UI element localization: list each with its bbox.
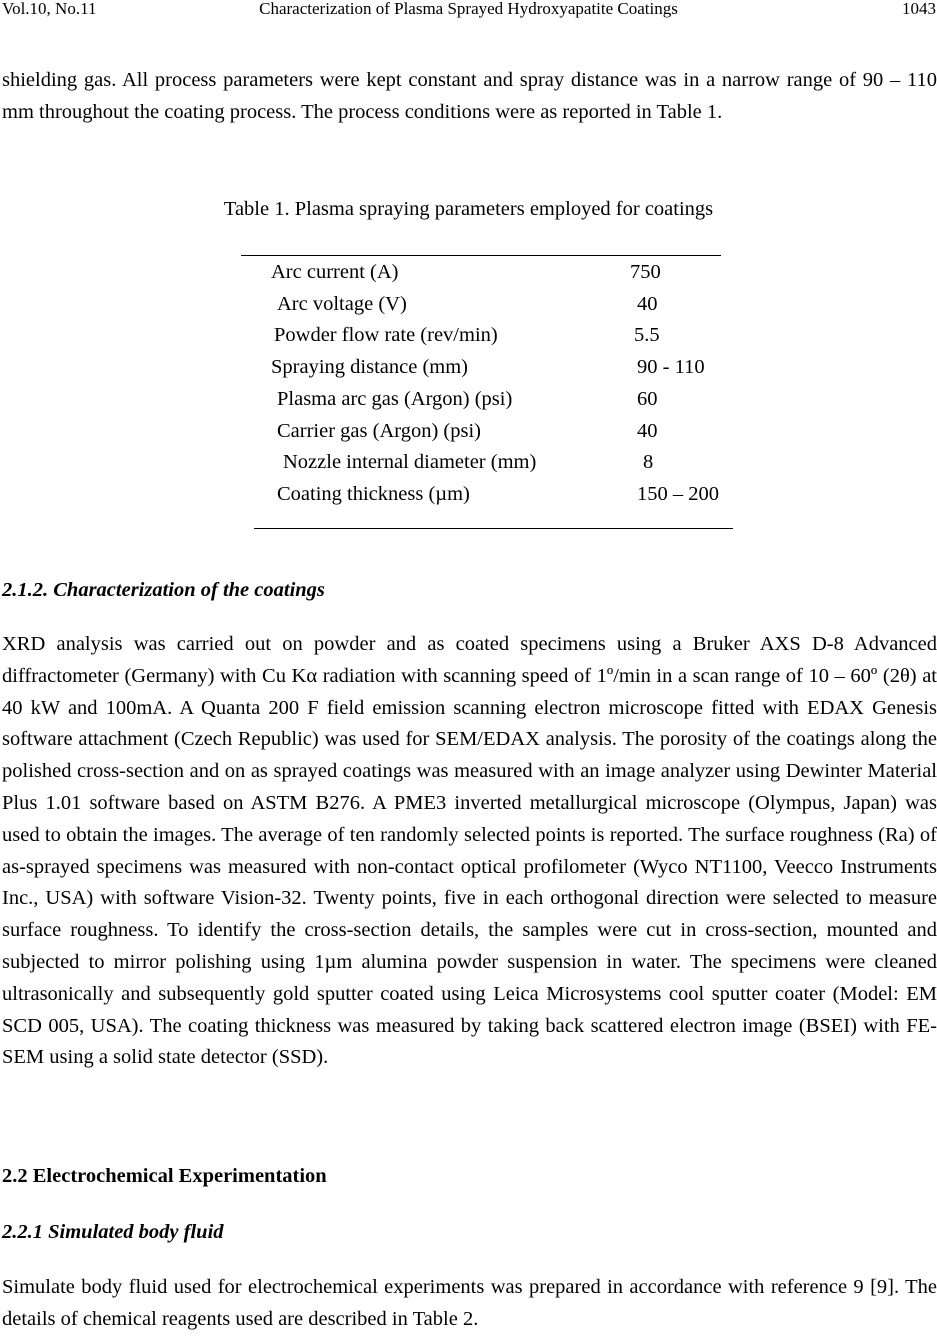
value-cell: 40 bbox=[637, 293, 658, 315]
value-cell: 150 – 200 bbox=[637, 483, 719, 505]
page-number: 1043 bbox=[902, 0, 936, 18]
parameter-cell: Arc voltage (V) bbox=[277, 293, 407, 315]
table-top-rule bbox=[241, 255, 721, 256]
parameter-cell: Plasma arc gas (Argon) (psi) bbox=[277, 388, 513, 410]
value-cell: 750 bbox=[630, 261, 661, 283]
value-cell: 40 bbox=[637, 420, 658, 442]
value-cell: 5.5 bbox=[634, 324, 660, 346]
section-heading-2-1-2: 2.1.2. Characterization of the coatings bbox=[2, 579, 325, 601]
parameter-cell: Coating thickness (µm) bbox=[277, 483, 470, 505]
simulated-body-fluid-paragraph: Simulate body fluid used for electrochemical experiments was prepared in accordance with reference 9 [9]. The details of chemical reagents used are described in Table 2. bbox=[2, 1276, 937, 1330]
parameter-cell: Carrier gas (Argon) (psi) bbox=[277, 420, 481, 442]
parameter-cell: Arc current (A) bbox=[271, 261, 399, 283]
value-cell: 60 bbox=[637, 388, 658, 410]
characterization-paragraph: XRD analysis was carried out on powder and as coated specimens using a Bruker AXS D-8 Advanced diffractometer (Germany) with Cu Kα radiation with scanning speed of 1º/min in a scan range of 10 – 60º (2θ) at 40 kW and 100mA. A Quanta 200 F field emission scanning electron microscope fitted with EDAX Genesis software attachment (Czech Republic) was used for SEM/EDAX analysis. The porosity of the coatings along the polished cross-section and on as sprayed coatings was measured with an image analyzer using Dewinter Material Plus 1.01 software based on ASTM B276. A PME3 inverted metallurgical microscope (Olympus, Japan) was used to obtain the images. The average of ten randomly selected points is reported. The surface roughness (Ra) of as-sprayed specimens was measured with non-contact optical profilometer (Wyco NT1100, Veecco Instruments Inc., USA) with software Vision-32. Twenty points, five in each orthogonal direction were selected to measure surface roughness. To identify the cross-section details, the samples were cut in cross-section, mounted and subjected to mirror polishing using 1µm alumina powder suspension in water. The specimens were cleaned ultrasonically and subsequently gold sputter coated using Leica Microsystems cool sputter coater (Model: EM SCD 005, USA). The coating thickness was measured by taking back scattered electron image (BSEI) with FE-SEM using a solid state detector (SSD). bbox=[2, 633, 937, 1069]
parameter-cell: Powder flow rate (rev/min) bbox=[274, 324, 498, 346]
journal-volume: Vol.10, No.11 bbox=[2, 0, 97, 18]
section-heading-2-2: 2.2 Electrochemical Experimentation bbox=[2, 1165, 327, 1187]
table-bottom-rule bbox=[254, 528, 733, 529]
table-caption: Table 1. Plasma spraying parameters employed for coatings bbox=[223, 198, 714, 220]
intro-paragraph: shielding gas. All process parameters were kept constant and spray distance was in a narrow range of 90 – 110 mm throughout the coating process. The process conditions were as reported in Table 1. bbox=[2, 69, 937, 123]
parameter-cell: Spraying distance (mm) bbox=[271, 356, 468, 378]
running-title: Characterization of Plasma Sprayed Hydroxyapatite Coatings bbox=[259, 0, 678, 18]
value-cell: 90 - 110 bbox=[637, 356, 705, 378]
section-heading-2-2-1: 2.2.1 Simulated body fluid bbox=[2, 1221, 224, 1243]
running-header bbox=[0, 0, 937, 22]
value-cell: 8 bbox=[643, 451, 654, 473]
parameter-cell: Nozzle internal diameter (mm) bbox=[283, 451, 537, 473]
